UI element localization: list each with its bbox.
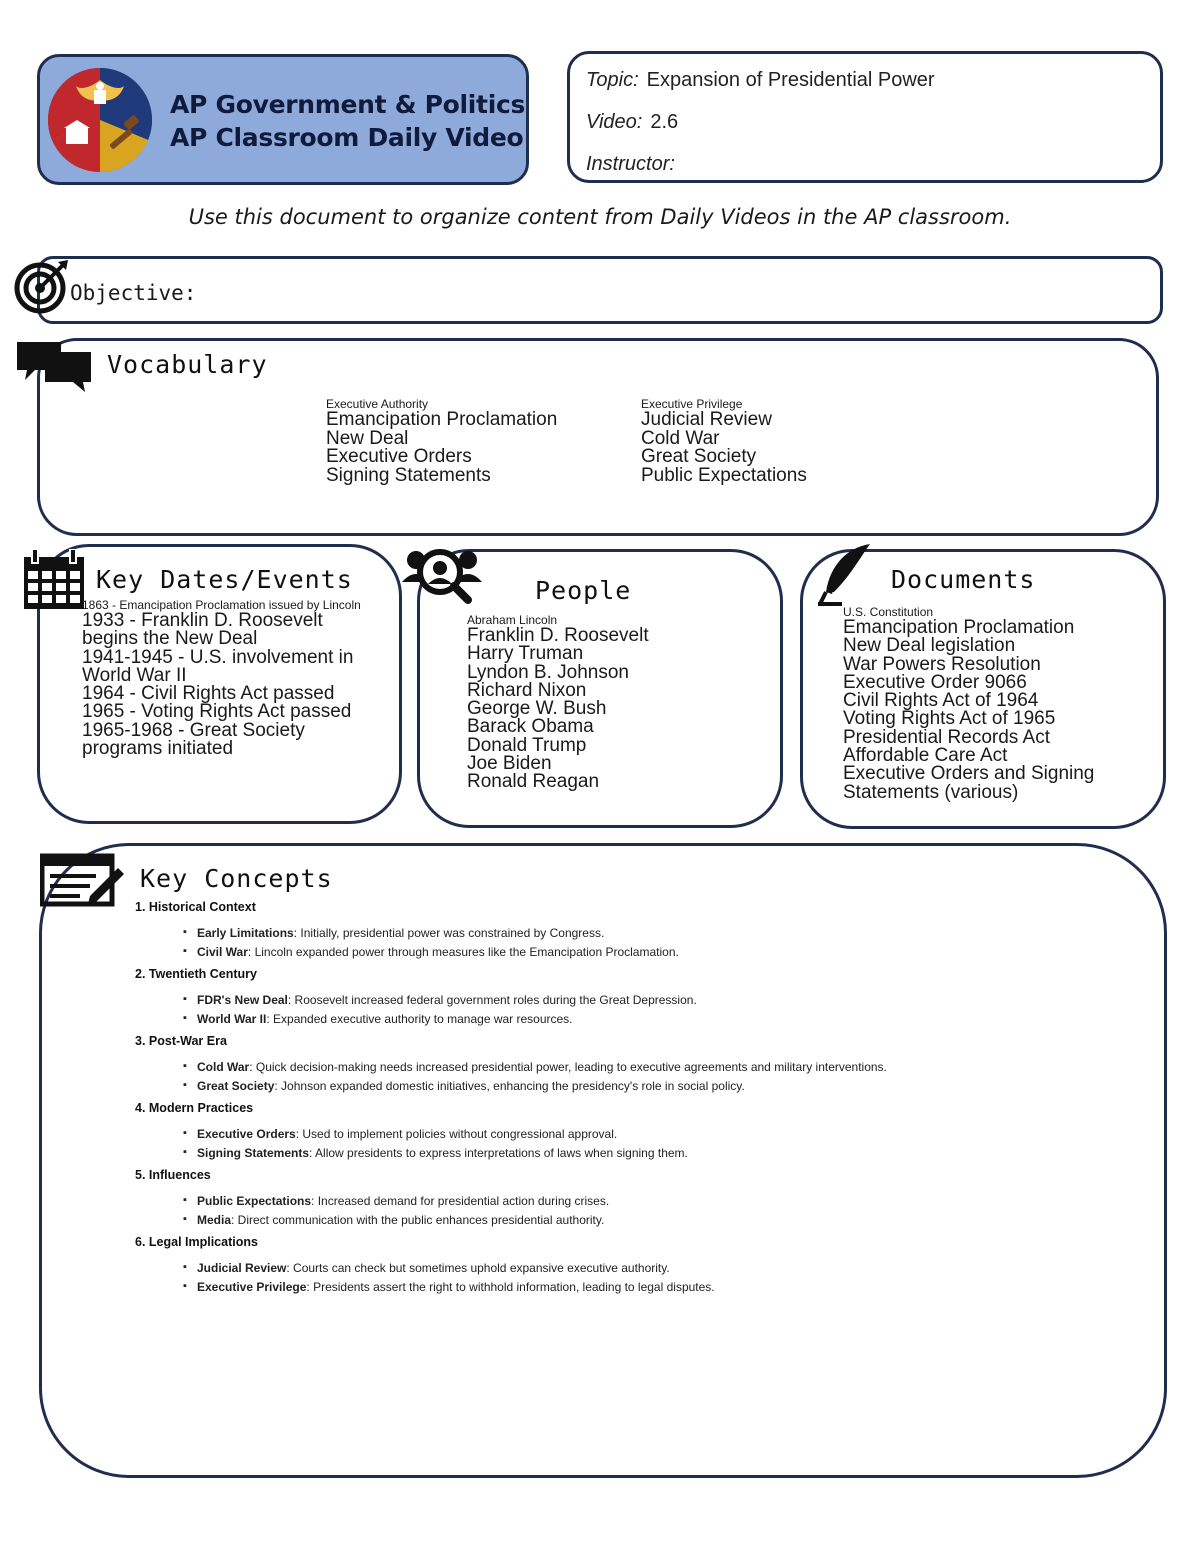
bullet-icon: ▪ bbox=[183, 1127, 187, 1139]
objective-field[interactable] bbox=[37, 256, 1163, 324]
concept-term: Great Society bbox=[197, 1079, 275, 1093]
concept-heading: 6. Legal Implications bbox=[135, 1235, 258, 1249]
list-item: Ronald Reagan bbox=[467, 771, 600, 793]
concept-item bbox=[135, 1125, 1135, 1144]
concept-item bbox=[135, 943, 1135, 962]
documents-list bbox=[843, 605, 1153, 802]
bullet-icon: ▪ bbox=[183, 926, 187, 938]
concept-heading: 5. Influences bbox=[135, 1168, 211, 1182]
concept-term: Executive Orders bbox=[197, 1127, 296, 1141]
quill-pen-icon bbox=[816, 542, 874, 608]
concept-group bbox=[135, 1234, 1135, 1297]
concept-term: Cold War bbox=[197, 1060, 250, 1074]
concept-text: : Roosevelt increased federal government roles during the Great Depression. bbox=[287, 993, 697, 1007]
list-item: Harry Truman bbox=[467, 643, 584, 665]
list-item: Voting Rights Act of 1965 bbox=[843, 708, 1056, 730]
list-item: George W. Bush bbox=[467, 698, 607, 720]
list-item: Executive Orders and Signing Statements (various) bbox=[843, 763, 1095, 803]
concept-group bbox=[135, 966, 1135, 1029]
list-item: Joe Biden bbox=[467, 753, 552, 775]
instructor-label: Instructor: bbox=[586, 153, 675, 175]
video-row bbox=[586, 111, 678, 134]
vocab-term: Judicial Review bbox=[641, 409, 772, 430]
topic-value[interactable]: Expansion of Presidential Power bbox=[646, 69, 935, 91]
concept-term: Signing Statements bbox=[197, 1146, 310, 1160]
concept-group bbox=[135, 1033, 1135, 1096]
concept-item bbox=[135, 991, 1135, 1010]
list-item: Affordable Care Act bbox=[843, 745, 1008, 767]
list-item: New Deal legislation bbox=[843, 635, 1016, 657]
bullet-icon: ▪ bbox=[183, 1079, 187, 1091]
list-item: 1964 - Civil Rights Act passed bbox=[82, 683, 335, 705]
concept-heading: 2. Twentieth Century bbox=[135, 967, 258, 981]
list-item: Barack Obama bbox=[467, 716, 594, 738]
list-item: 1941-1945 - U.S. involvement in World War II bbox=[82, 646, 354, 686]
concept-heading: 3. Post-War Era bbox=[135, 1034, 227, 1048]
target-icon bbox=[14, 258, 70, 314]
list-item: Civil Rights Act of 1964 bbox=[843, 690, 1039, 712]
vocab-term: Executive Authority bbox=[326, 397, 429, 411]
vocab-term: Public Expectations bbox=[641, 464, 807, 486]
list-item: 1965 - Voting Rights Act passed bbox=[82, 701, 352, 723]
vocab-term: New Deal bbox=[326, 427, 409, 449]
instructor-row[interactable] bbox=[586, 153, 683, 176]
concept-heading: 4. Modern Practices bbox=[135, 1101, 254, 1115]
vocabulary-title: Vocabulary bbox=[107, 350, 268, 379]
concept-item bbox=[135, 1058, 1135, 1077]
concept-term: World War II bbox=[197, 1012, 267, 1026]
concept-item bbox=[135, 1211, 1135, 1230]
vocab-term: Executive Privilege bbox=[641, 397, 743, 411]
concept-term: Executive Privilege bbox=[197, 1280, 307, 1294]
bullet-icon: ▪ bbox=[183, 1012, 187, 1024]
concept-text: : Lincoln expanded power through measures like the Emancipation Proclamation. bbox=[247, 945, 679, 959]
concept-text: : Initially, presidential power was constrained by Congress. bbox=[293, 926, 605, 940]
list-item: 1933 - Franklin D. Roosevelt begins the New Deal bbox=[82, 610, 323, 650]
concept-term: FDR's New Deal bbox=[197, 993, 288, 1007]
topic-label: Topic: bbox=[586, 69, 639, 91]
list-item: Executive Order 9066 bbox=[843, 671, 1027, 693]
video-label: Video: bbox=[586, 111, 643, 133]
header-title-line-1: AP Government & Politics bbox=[170, 90, 526, 119]
bullet-icon: ▪ bbox=[183, 1146, 187, 1158]
list-item: 1965-1968 - Great Society programs initiated bbox=[82, 719, 305, 760]
concept-term: Media bbox=[197, 1213, 232, 1227]
vocab-term: Cold War bbox=[641, 427, 720, 449]
list-item: Presidential Records Act bbox=[843, 726, 1050, 748]
bullet-icon: ▪ bbox=[183, 1194, 187, 1206]
concept-text: : Quick decision-making needs increased presidential power, leading to executive agreements and military interventions. bbox=[249, 1060, 887, 1074]
concept-group bbox=[135, 899, 1135, 962]
header-title bbox=[170, 88, 525, 154]
concept-item bbox=[135, 1077, 1135, 1096]
concept-text: : Direct communication with the public enhances presidential authority. bbox=[231, 1213, 605, 1227]
concept-text: : Courts can check but sometimes uphold expansive executive authority. bbox=[286, 1261, 670, 1275]
bullet-icon: ▪ bbox=[183, 1261, 187, 1273]
concept-item bbox=[135, 1278, 1135, 1297]
key-concepts-title: Key Concepts bbox=[140, 864, 333, 893]
bullet-icon: ▪ bbox=[183, 1280, 187, 1292]
people-search-icon bbox=[402, 546, 482, 604]
concept-text: : Johnson expanded domestic initiatives, enhancing the presidency's role in social policy. bbox=[274, 1079, 745, 1093]
list-item: 1863 - Emancipation Proclamation issued by Lincoln bbox=[82, 598, 361, 612]
vocabulary-column-2 bbox=[641, 397, 807, 485]
speech-bubbles-icon bbox=[15, 338, 93, 394]
concept-term: Public Expectations bbox=[197, 1194, 312, 1208]
concept-item bbox=[135, 924, 1135, 943]
list-item: Franklin D. Roosevelt bbox=[467, 625, 649, 646]
concept-text: : Presidents assert the right to withhold information, leading to legal disputes. bbox=[306, 1280, 715, 1294]
concept-text: : Expanded executive authority to manage war resources. bbox=[266, 1012, 573, 1026]
concept-term: Judicial Review bbox=[197, 1261, 287, 1275]
key-concepts-list bbox=[135, 899, 1135, 1301]
concept-term: Early Limitations bbox=[197, 926, 294, 940]
concept-item bbox=[135, 1259, 1135, 1278]
vocab-term: Emancipation Proclamation bbox=[326, 409, 558, 430]
notes-pencil-icon bbox=[40, 852, 124, 908]
header-title-line-2: AP Classroom Daily Video bbox=[170, 123, 524, 152]
list-item: Emancipation Proclamation bbox=[843, 617, 1075, 638]
concept-term: Civil War bbox=[197, 945, 248, 959]
topic-row bbox=[586, 69, 935, 92]
concept-item bbox=[135, 1010, 1135, 1029]
people-list bbox=[467, 613, 767, 792]
list-item: War Powers Resolution bbox=[843, 653, 1041, 675]
vocab-term: Executive Orders bbox=[326, 446, 472, 467]
list-item: U.S. Constitution bbox=[843, 605, 934, 619]
concept-text: : Increased demand for presidential action during crises. bbox=[311, 1194, 610, 1208]
concept-item bbox=[135, 1144, 1135, 1163]
bullet-icon: ▪ bbox=[183, 945, 187, 957]
list-item: Richard Nixon bbox=[467, 679, 587, 701]
vocabulary-column-1 bbox=[326, 397, 557, 485]
concept-text: : Allow presidents to express interpretations of laws when signing them. bbox=[309, 1146, 688, 1160]
concept-group bbox=[135, 1167, 1135, 1230]
concept-item bbox=[135, 1192, 1135, 1211]
concept-group bbox=[135, 1100, 1135, 1163]
video-value[interactable]: 2.6 bbox=[650, 111, 679, 133]
bullet-icon: ▪ bbox=[183, 1213, 187, 1225]
key-dates-list bbox=[82, 598, 382, 758]
instructions-text: Use this document to organize content from Daily Videos in the AP classroom. bbox=[188, 205, 1012, 229]
list-item: Abraham Lincoln bbox=[467, 613, 558, 627]
bullet-icon: ▪ bbox=[183, 1060, 187, 1072]
people-title: People bbox=[535, 576, 632, 605]
concept-heading: 1. Historical Context bbox=[135, 900, 256, 914]
documents-title: Documents bbox=[891, 565, 1036, 594]
government-seal-logo bbox=[46, 66, 154, 174]
list-item: Donald Trump bbox=[467, 734, 587, 756]
bullet-icon: ▪ bbox=[183, 993, 187, 1005]
objective-label: Objective: bbox=[70, 281, 197, 305]
calendar-icon bbox=[22, 549, 88, 611]
list-item: Lyndon B. Johnson bbox=[467, 661, 629, 683]
vocab-term: Great Society bbox=[641, 446, 757, 467]
concept-text: : Used to implement policies without congressional approval. bbox=[295, 1127, 618, 1141]
key-dates-title: Key Dates/Events bbox=[96, 565, 353, 594]
vocab-term: Signing Statements bbox=[326, 464, 491, 486]
